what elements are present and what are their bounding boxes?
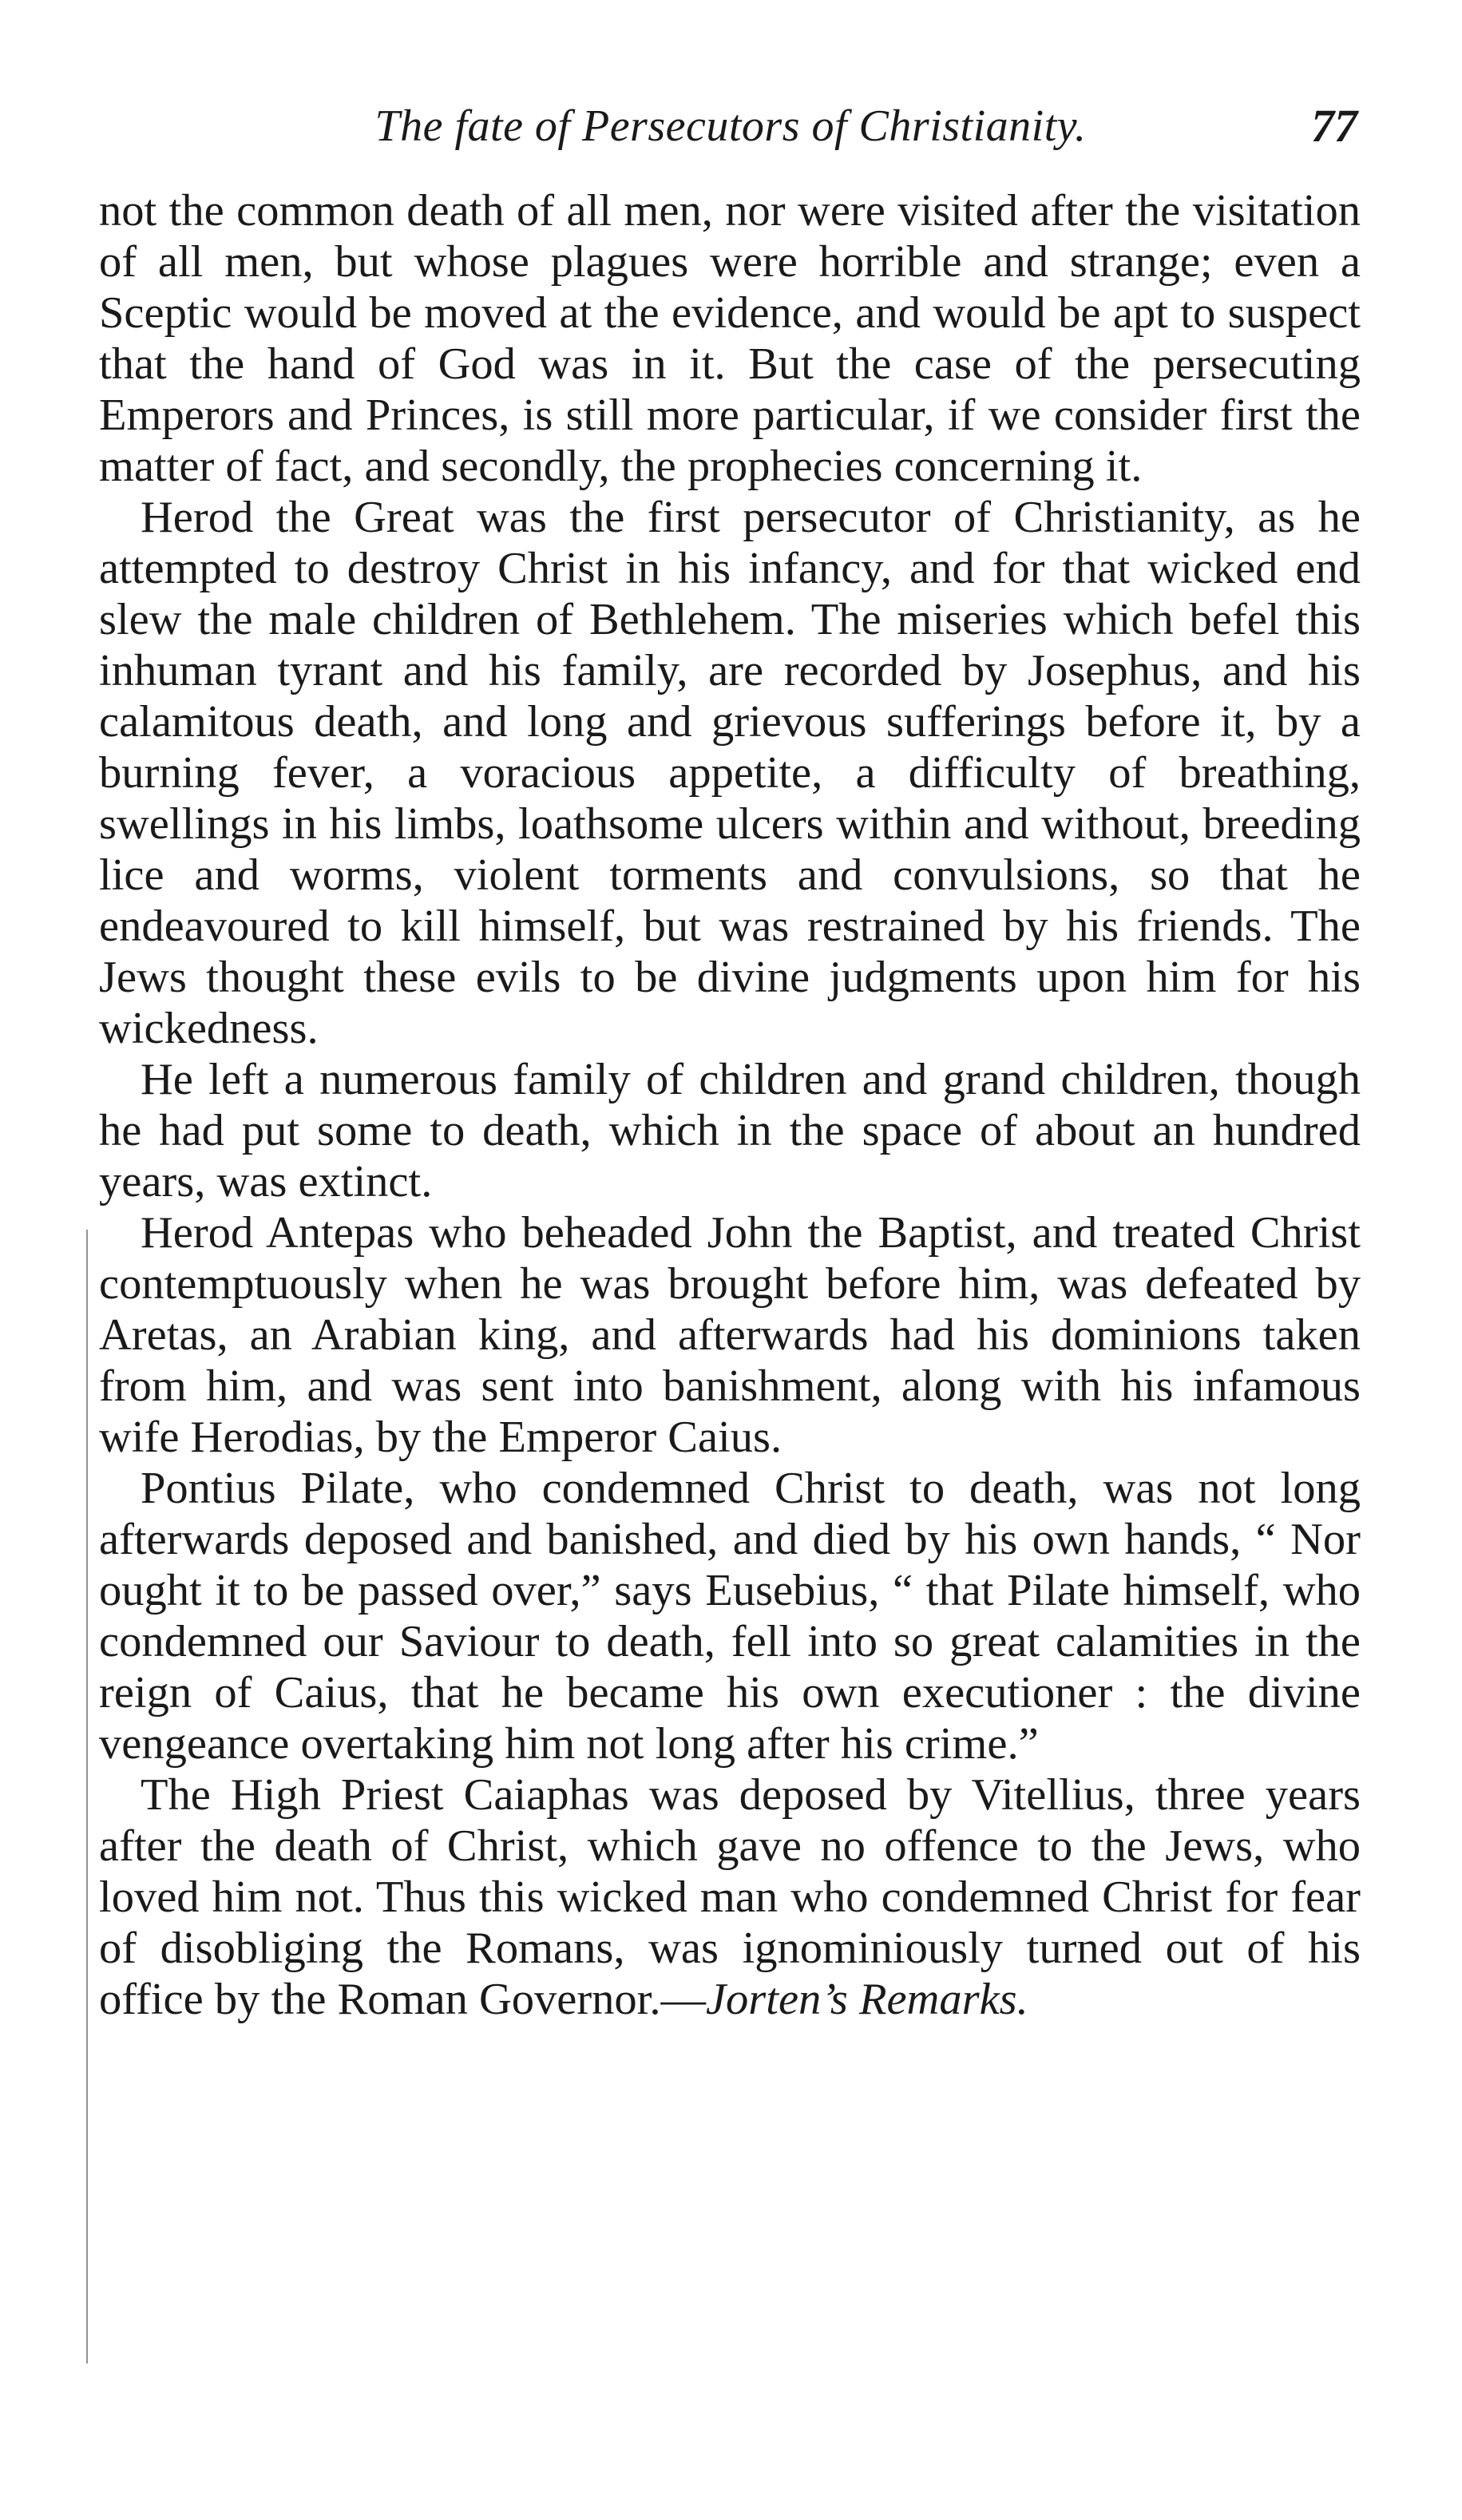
citation: Jorten’s Remarks. — [705, 1975, 1028, 2024]
body-text — [99, 185, 1361, 2025]
paragraph-caiaphas — [99, 1769, 1361, 2025]
paragraph-herod-the-great: Herod the Great was the first persecutor of Christianity, as he attempted to destroy Christ in his infancy, and for that wicked end slew the male children of Bethlehem. The miseries which befel this inhuman tyrant and his family, are recorded by Josephus, and his calamitous death, and long and grievous sufferings before it, by a burning fever, a voracious appetite, a difficulty of breathing, swellings in his limbs, loathsome ulcers within and without, breeding lice and worms, violent torments and convulsions, so that he endeavoured to kill himself, but was restrained by his friends. The Jews thought these evils to be divine judgments upon him for his wickedness. — [99, 493, 1361, 1053]
paragraph-herod-antepas: Herod Antepas who beheaded John the Baptist, and treated Christ contemptuously when he was brought before him, was defeated by Aretas, an Arabian king, and afterwards had his dominions taken from him, and was sent into banishment, along with his infamous wife Herodias, by the Emperor Caius. — [99, 1208, 1361, 1462]
paragraph-continuation: not the common death of all men, nor were visited after the visitation of all men, but whose plagues were horrible and strange; even a Sceptic would be moved at the evidence, and would be apt to suspect that the hand of God was in it. But the case of the persecuting Emperors and Princes, is still more particular, if we consider first the matter of fact, and secondly, the prophecies concerning it. — [99, 186, 1361, 491]
running-title: The fate of Persecutors of Christianity. — [374, 101, 1087, 151]
page-number: 77 — [1311, 100, 1357, 152]
paragraph-pontius-pilate: Pontius Pilate, who condemned Christ to death, was not long afterwards deposed and banished, and died by his own hands, “ Nor ought it to be passed over,” says Eusebius, “ that Pilate himself, who condemned our Saviour to death, fell into so great calamities in the reign of Caius, that he became his own executioner : the divine vengeance overtaking him not long after his crime.” — [99, 1464, 1361, 1769]
margin-rule — [86, 1230, 88, 2363]
running-head — [104, 94, 1357, 158]
paragraph-herod-family: He left a numerous family of children and grand children, though he had put some to death, which in the space of about an hundred years, was extinct. — [99, 1055, 1361, 1207]
paragraph-caiaphas-text: The High Priest Caiaphas was deposed by Vitellius, three years after the death of Christ, which gave no offence to the Jews, who loved him not. Thus this wicked man who condemned Christ for fear of disobliging the Romans, was ignominiously turned out of his office by the Roman Governor.— — [99, 1770, 1361, 2024]
